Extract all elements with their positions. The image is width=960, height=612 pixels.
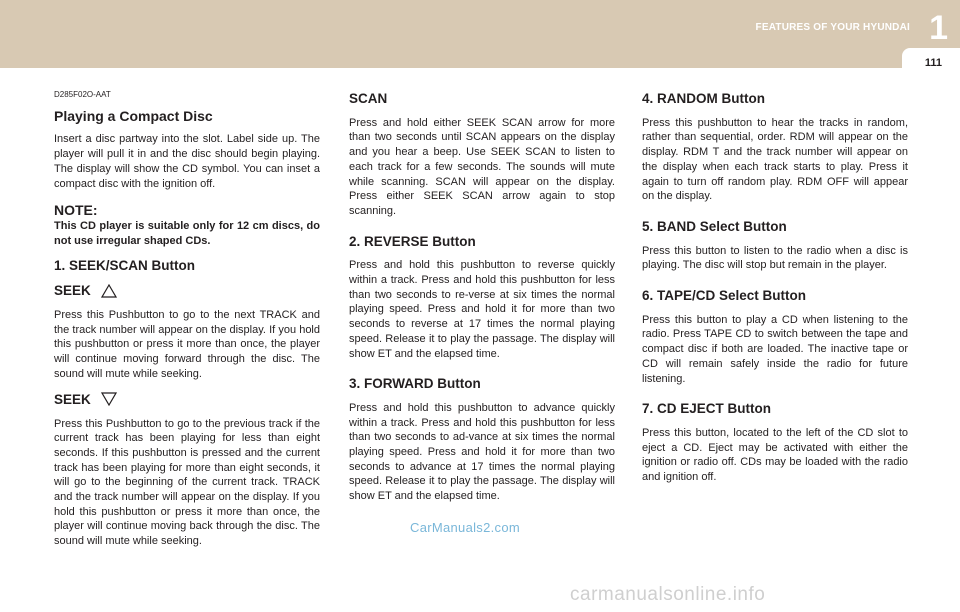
band-paragraph: Press this button to listen to the radio when a disc is playing. The disc will stop but remain in the player.	[642, 244, 908, 272]
reverse-heading: 2. REVERSE Button	[349, 233, 476, 249]
column-right	[642, 92, 908, 485]
cd-eject-paragraph: Press this button, located to the left of the CD slot to eject a CD. Eject may be activated with either the ignition or radio off. CDs may be loaded with the radio and ignition off.	[642, 426, 908, 484]
seek-scan-heading: 1. SEEK/SCAN Button	[54, 258, 196, 274]
section-title: Playing a Compact Disc	[54, 107, 213, 124]
seek-down-label: SEEK	[54, 391, 91, 407]
band-heading: 5. BAND Select Button	[642, 218, 787, 234]
header-band	[0, 0, 960, 68]
chapter-number: 1	[929, 9, 948, 47]
seek-up-heading	[54, 283, 320, 298]
watermark-carmanuals2: CarManuals2.com	[410, 520, 520, 535]
scan-paragraph: Press and hold either SEEK SCAN arrow for more than two seconds until SCAN appears on the display and you hear a beep. Use SEEK SCAN to listen to each track for a few seconds. The sounds will mute while scanning. SCAN will appear on the display. Press either SEEK SCAN arrow again to stop scanning.	[349, 116, 615, 217]
random-heading: 4. RANDOM Button	[642, 91, 765, 106]
tape-cd-paragraph: Press this button to play a CD when listening to the radio. Press TAPE CD to switch between the tape and compact disc if both are loaded. The inactive tape or CD will remain safely inside the radio for future listening.	[642, 313, 908, 385]
triangle-down-outline-icon	[101, 392, 117, 406]
scan-heading: SCAN	[349, 91, 388, 106]
note-paragraph: This CD player is suitable only for 12 cm discs, do not use irregular shaped CDs.	[54, 219, 320, 247]
forward-heading: 3. FORWARD Button	[349, 376, 481, 392]
page-number: 111	[924, 57, 942, 69]
chapter-title: FEATURES OF YOUR HYUNDAI	[755, 22, 910, 33]
section-code: D285F02O-AAT	[54, 90, 111, 99]
seek-down-paragraph: Press this Pushbutton to go to the previous track if the current track has been playing for less than eight seconds. If this pushbutton is pressed and the current track has been playing for more than eight seconds, it will go to the beginning of the current track. TRACK and the track number will appear on the display. If you hold this pushbutton or press it more than once, the player will continue moving back through the disc. The sound will mute while seeking.	[54, 417, 320, 548]
intro-paragraph: Insert a disc partway into the slot. Label side up. The player will pull it in and the disc should begin playing. The display will show the CD symbol. You can inset a compact disc with the ignition off.	[54, 133, 320, 190]
seek-up-paragraph: Press this Pushbutton to go to the next TRACK and the track number will appear on the display. If you hold this pushbutton or press it more than once, the player will continue moving forward through the disc. The sound will mute while seeking.	[54, 309, 320, 380]
column-left	[54, 88, 320, 549]
triangle-up-outline-icon	[101, 284, 117, 298]
tape-cd-heading: 6. TAPE/CD Select Button	[642, 288, 807, 304]
seek-up-label: SEEK	[54, 283, 91, 299]
column-middle	[349, 92, 615, 504]
cd-eject-heading: 7. CD EJECT Button	[642, 401, 772, 417]
random-paragraph: Press this pushbutton to hear the tracks in random, rather than sequential, order. RDM will appear on the display. RDM T and the track number will appear on the display when each track starts to play. Press it again to turn off random play. RDM OFF will appear on the display.	[642, 116, 908, 203]
reverse-paragraph: Press and hold this pushbutton to reverse quickly within a track. Press and hold this pushbutton for less than two seconds to re-verse at six times the normal playing speed. Press and hold it for more than two seconds to reverse at 17 times the normal playing speed. Release it to play the passage. The display will show ET and the elapsed time.	[349, 259, 615, 360]
forward-paragraph: Press and hold this pushbutton to advance quickly within a track. Press and hold this pushbutton for less than two seconds to ad-vance at six times the normal playing speed. Press and hold it for more than two seconds to advance at 17 times the normal playing speed. Release it to play the passage. The display will show ET and the elapsed time.	[349, 401, 615, 503]
watermark-carmanualsonline: carmanualsonline.info	[570, 584, 766, 605]
note-heading: NOTE:	[54, 202, 98, 219]
seek-down-heading	[54, 392, 320, 407]
